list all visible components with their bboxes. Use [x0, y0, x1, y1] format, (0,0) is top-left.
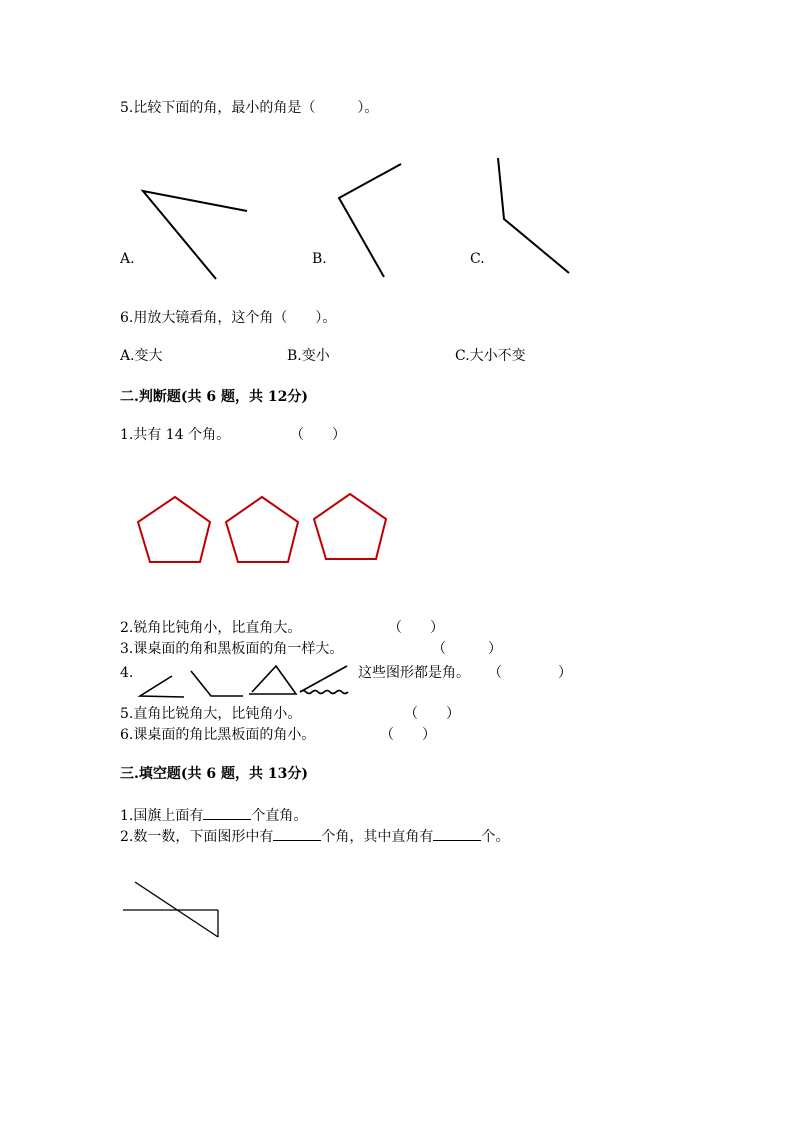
s3-q1-before: 1.国旗上面有: [120, 808, 204, 824]
s2-item4-text: 4.: [120, 665, 134, 681]
s3-q1-after: 个直角。: [251, 808, 308, 824]
q6-option-a[interactable]: A.变大: [120, 348, 163, 364]
s2-item6-answer-paren[interactable]: （ ）: [380, 727, 436, 743]
q5-option-c[interactable]: C.: [470, 251, 485, 267]
s2-item5-text: 5.直角比锐角大，比钝角小。: [120, 706, 302, 722]
s2-item6-text: 6.课桌面的角比黑板面的角小。: [120, 727, 316, 743]
q5-option-a[interactable]: A.: [120, 251, 135, 267]
q6-option-b[interactable]: B.变小: [287, 348, 330, 364]
q5-text: 5.比较下面的角，最小的角是（ ）。: [120, 100, 379, 116]
s2-item1-text: 1.共有 14 个角。: [120, 427, 231, 443]
section3-title: 三.填空题(共 6 题，共 13分): [120, 766, 308, 782]
s3-q2-middle: 个角，其中直角有: [321, 829, 434, 845]
s2-item4-answer-paren[interactable]: （ ）: [488, 665, 572, 681]
section2-title: 二.判断题(共 6 题，共 12分): [120, 389, 308, 405]
q6-text: 6.用放大镜看角，这个角（ ）。: [120, 310, 337, 326]
q5-option-b[interactable]: B.: [312, 251, 327, 267]
s2-item1-answer-paren[interactable]: （ ）: [290, 427, 346, 443]
s2-item5-answer-paren[interactable]: （ ）: [404, 706, 460, 722]
s2-item4-suffix: 这些图形都是角。: [358, 665, 470, 681]
q6-option-c[interactable]: C.大小不变: [455, 348, 526, 364]
s2-item3-text: 3.课桌面的角和黑板面的角一样大。: [120, 641, 344, 657]
s3-q2-after: 个。: [481, 829, 510, 845]
s2-item2-answer-paren[interactable]: （ ）: [388, 620, 444, 636]
s2-item2-text: 2.锐角比钝角小，比直角大。: [120, 620, 302, 636]
s2-item3-answer-paren[interactable]: （ ）: [432, 641, 502, 657]
s3-q2-before: 2.数一数，下面图形中有: [120, 829, 274, 845]
